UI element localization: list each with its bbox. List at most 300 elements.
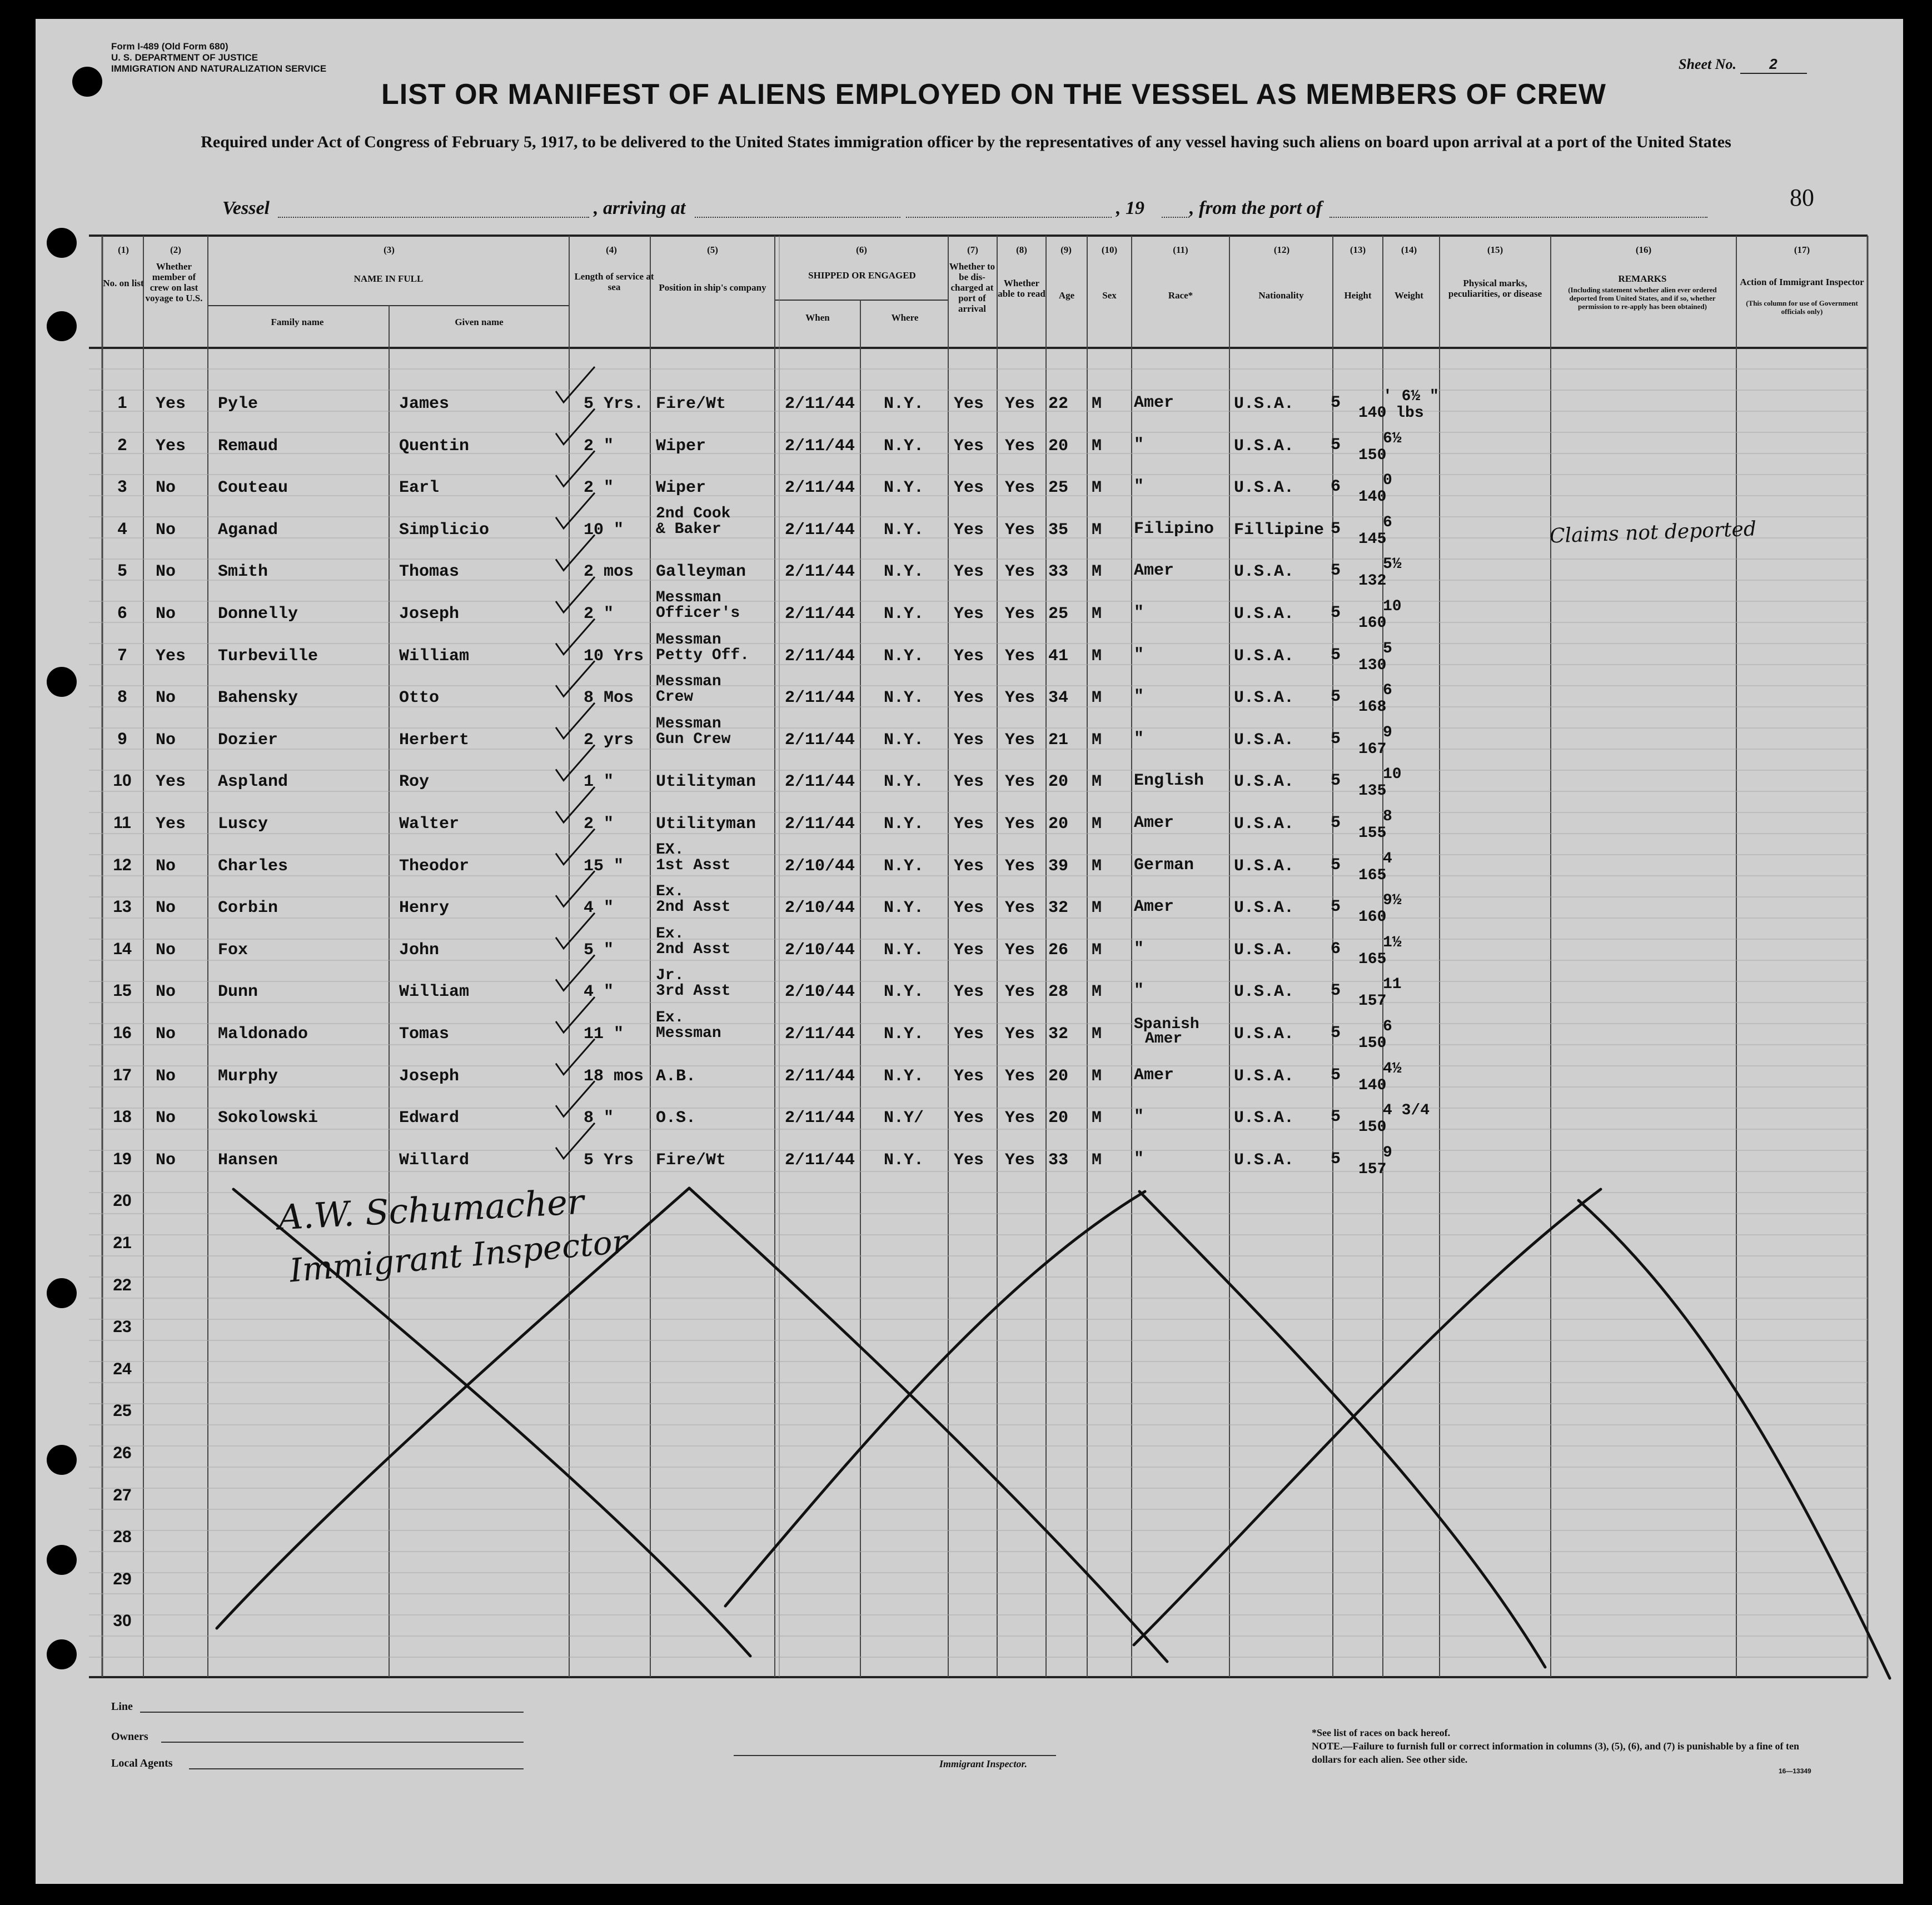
family-name-cell: Charles	[218, 856, 288, 876]
row-number: 18	[113, 1108, 132, 1126]
race-cell: "	[1134, 981, 1144, 1001]
shipped-when-cell: 2/11/44	[785, 395, 855, 413]
sex-cell: M	[1092, 772, 1102, 792]
able-to-read-cell: Yes	[1005, 1025, 1035, 1044]
shipped-where-cell: N.Y.	[884, 899, 924, 918]
shipped-when-cell: 2/11/44	[785, 689, 855, 708]
header-physical-marks: Physical marks, peculiarities, or disease	[1448, 278, 1542, 299]
sex-cell: M	[1092, 646, 1102, 666]
row-number: 3	[117, 477, 127, 496]
age-cell: 20	[1048, 436, 1069, 456]
age-cell: 20	[1048, 815, 1069, 834]
family-name-cell: Maldonado	[218, 1025, 308, 1044]
discharged-cell: Yes	[954, 520, 984, 540]
discharged-cell: Yes	[954, 562, 984, 582]
row-number: 28	[113, 1528, 132, 1547]
last-voyage-cell: No	[156, 983, 176, 1002]
shipped-where-cell: N.Y.	[884, 478, 924, 498]
last-voyage-cell: Yes	[156, 436, 186, 456]
row-number: 5	[117, 561, 127, 580]
row-number: 27	[113, 1485, 132, 1504]
able-to-read-cell: Yes	[1005, 1066, 1035, 1086]
able-to-read-cell: Yes	[1005, 605, 1035, 624]
header-name-in-full: NAME IN FULL	[353, 273, 424, 284]
given-name-cell: William	[399, 646, 470, 666]
weight-bottom-cell: 130	[1358, 656, 1387, 674]
height-cell: 5	[1331, 897, 1341, 917]
family-name-cell: Murphy	[218, 1066, 278, 1086]
sex-cell: M	[1092, 856, 1102, 876]
position-cell: Fire/Wt	[656, 395, 726, 413]
weight-bottom-cell: 160	[1358, 909, 1387, 926]
given-name-cell: Roy	[399, 772, 430, 792]
shipped-where-cell: N.Y.	[884, 856, 924, 876]
column-number: (6)	[856, 245, 867, 255]
age-cell: 34	[1048, 689, 1069, 708]
race-cell: Amer	[1134, 897, 1174, 917]
family-name-cell: Dozier	[218, 730, 278, 750]
position-cell: Ex.	[656, 1009, 684, 1026]
row-number: 17	[113, 1065, 132, 1084]
position-cell: Messman	[656, 673, 721, 691]
race-cell: Amer	[1134, 561, 1174, 581]
given-name-cell: Otto	[399, 689, 440, 708]
header-weight: Weight	[1395, 290, 1423, 301]
row-number: 21	[113, 1234, 132, 1252]
height-cell: 5	[1331, 393, 1341, 412]
weight-bottom-cell: 140	[1358, 1076, 1387, 1094]
given-name-cell: Walter	[399, 815, 460, 834]
row-number: 24	[113, 1359, 132, 1378]
height-cell: 5	[1331, 687, 1341, 707]
family-name-cell: Turbeville	[218, 646, 318, 666]
sex-cell: M	[1092, 940, 1102, 960]
service-length-cell: 5 "	[584, 940, 614, 960]
arriving-label: , arriving at	[594, 198, 686, 218]
inspector-signature-field[interactable]	[734, 1755, 1056, 1756]
shipped-where-cell: N.Y.	[884, 395, 924, 413]
given-name-cell: Joseph	[399, 1066, 460, 1086]
position-cell: Messman	[656, 715, 721, 732]
header-position: Position in ship's company	[659, 282, 766, 293]
shipped-when-cell: 2/11/44	[785, 1066, 855, 1086]
able-to-read-cell: Yes	[1005, 983, 1035, 1002]
cancel-stroke	[725, 1191, 1145, 1606]
header-height: Height	[1344, 290, 1372, 301]
sex-cell: M	[1092, 395, 1102, 413]
last-voyage-cell: No	[156, 520, 176, 540]
weight-bottom-cell: 155	[1358, 825, 1387, 842]
row-number: 23	[113, 1318, 132, 1337]
header-where: Where	[891, 312, 919, 323]
header-discharged: Whether to be dis-charged at port of arrival	[949, 261, 995, 314]
age-cell: 21	[1048, 730, 1069, 750]
race-cell: "	[1134, 1108, 1144, 1127]
column-number: (5)	[707, 245, 718, 255]
service-length-cell: 4 "	[584, 899, 614, 918]
able-to-read-cell: Yes	[1005, 1109, 1035, 1128]
shipped-when-cell: 2/11/44	[785, 815, 855, 834]
year-label: , 19	[1116, 198, 1144, 218]
family-name-cell: Aspland	[218, 772, 288, 792]
shipped-when-cell: 2/11/44	[785, 436, 855, 456]
nationality-cell: U.S.A.	[1234, 1109, 1294, 1128]
given-name-cell: Herbert	[399, 730, 470, 750]
weight-bottom-cell: 167	[1358, 740, 1387, 758]
height-cell: 5	[1331, 729, 1341, 749]
header-nationality: Nationality	[1258, 290, 1304, 301]
header-family-name: Family name	[271, 317, 324, 327]
nationality-cell: U.S.A.	[1234, 395, 1294, 413]
discharged-cell: Yes	[954, 1109, 984, 1128]
family-name-cell: Fox	[218, 940, 248, 960]
page-number: 80	[1790, 184, 1814, 211]
height-cell: 5	[1331, 814, 1341, 832]
position-cell: Officer's	[656, 605, 740, 622]
shipped-when-cell: 2/11/44	[785, 772, 855, 792]
from-port-label: , from the port of	[1189, 198, 1322, 218]
shipped-when-cell: 2/10/44	[785, 899, 855, 918]
column-number: (11)	[1173, 245, 1188, 255]
position-cell: Wiper	[656, 436, 706, 456]
shipped-when-cell: 2/11/44	[785, 520, 855, 540]
last-voyage-cell: No	[156, 689, 176, 708]
shipped-where-cell: N.Y.	[884, 983, 924, 1002]
height-cell: 5	[1331, 771, 1341, 791]
age-cell: 20	[1048, 772, 1069, 792]
position-cell: Crew	[656, 689, 694, 706]
age-cell: 26	[1048, 940, 1069, 960]
family-name-cell: Smith	[218, 562, 268, 582]
shipped-when-cell: 2/11/44	[785, 478, 855, 498]
footer-line-label: Line	[111, 1700, 133, 1713]
height-cell: 5	[1331, 519, 1341, 538]
column-number: (13)	[1350, 245, 1366, 255]
last-voyage-cell: No	[156, 605, 176, 624]
sex-cell: M	[1092, 1150, 1102, 1170]
footer-local-agents-label: Local Agents	[111, 1757, 173, 1769]
height-cell: 5	[1331, 855, 1341, 875]
nationality-cell: Fillipine	[1234, 520, 1324, 540]
owners-field[interactable]	[161, 1742, 524, 1743]
race-cell: "	[1134, 477, 1144, 497]
height-cell: 5	[1331, 435, 1341, 455]
race-cell: "	[1134, 729, 1144, 749]
shipped-where-cell: N.Y.	[884, 730, 924, 750]
weight-bottom-cell: 157	[1358, 993, 1387, 1010]
weight-top-cell: 6	[1383, 682, 1392, 700]
weight-bottom-cell: 150	[1358, 446, 1387, 464]
position-cell: Messman	[656, 1025, 721, 1042]
row-number: 12	[113, 855, 132, 874]
form-number: Form I-489 (Old Form 680)	[111, 41, 228, 52]
nationality-cell: U.S.A.	[1234, 772, 1294, 792]
column-number: (9)	[1060, 245, 1072, 255]
shipped-where-cell: N.Y.	[884, 1150, 924, 1170]
family-name-cell: Bahensky	[218, 689, 298, 708]
given-name-cell: Tomas	[399, 1025, 450, 1044]
given-name-cell: Quentin	[399, 436, 470, 456]
discharged-cell: Yes	[954, 983, 984, 1002]
nationality-cell: U.S.A.	[1234, 562, 1294, 582]
header-remarks-note: (Including statement whether alien ever ordered deported from United States, and if so, whether permission to re-apply has been obtained)	[1568, 286, 1717, 311]
nationality-cell: U.S.A.	[1234, 1150, 1294, 1170]
header-last-voyage: Whether member of crew on last voyage to U.S.	[145, 261, 203, 303]
cancel-stroke	[689, 1188, 1167, 1662]
header-able-to-read: Whether able to read	[998, 278, 1045, 299]
nationality-cell: U.S.A.	[1234, 1066, 1294, 1086]
position-cell: 2nd Asst	[656, 940, 731, 958]
nationality-cell: U.S.A.	[1234, 730, 1294, 750]
age-cell: 25	[1048, 478, 1069, 498]
service-length-cell: 2 "	[584, 815, 614, 834]
sex-cell: M	[1092, 815, 1102, 834]
height-cell: 6	[1331, 939, 1341, 959]
family-name-cell: Corbin	[218, 899, 278, 918]
row-number: 10	[113, 771, 132, 790]
sex-cell: M	[1092, 1066, 1102, 1086]
column-number: (15)	[1487, 245, 1503, 255]
service-length-cell: 2 mos	[584, 562, 634, 582]
discharged-cell: Yes	[954, 730, 984, 750]
weight-bottom-cell: 165	[1358, 950, 1387, 968]
weight-top-cell: 10	[1383, 766, 1402, 784]
sex-cell: M	[1092, 520, 1102, 540]
service-length-cell: 5 Yrs	[584, 1150, 634, 1170]
weight-bottom-cell: 132	[1358, 572, 1387, 590]
footer-race-note: *See list of races on back hereof.	[1312, 1727, 1451, 1738]
family-name-cell: Donnelly	[218, 605, 298, 624]
shipped-where-cell: N.Y.	[884, 436, 924, 456]
family-name-cell: Couteau	[218, 478, 288, 498]
weight-top-cell: 0	[1383, 472, 1392, 490]
sex-cell: M	[1092, 436, 1102, 456]
nationality-cell: U.S.A.	[1234, 899, 1294, 918]
row-number: 29	[113, 1569, 132, 1588]
last-voyage-cell: No	[156, 1066, 176, 1086]
weight-bottom-cell: 160	[1358, 615, 1387, 632]
age-cell: 35	[1048, 520, 1069, 540]
able-to-read-cell: Yes	[1005, 436, 1035, 456]
header-length-service: Length of service at sea	[574, 271, 654, 292]
weight-bottom-cell: 157	[1358, 1160, 1387, 1178]
shipped-where-cell: N.Y.	[884, 1066, 924, 1086]
nationality-cell: U.S.A.	[1234, 436, 1294, 456]
line-field[interactable]	[140, 1712, 524, 1713]
race-cell: "	[1134, 1149, 1144, 1169]
discharged-cell: Yes	[954, 478, 984, 498]
height-cell: 5	[1331, 604, 1341, 622]
nationality-cell: U.S.A.	[1234, 815, 1294, 834]
age-cell: 41	[1048, 646, 1069, 666]
column-number: (10)	[1101, 245, 1118, 255]
weight-bottom-cell: 135	[1358, 782, 1387, 800]
header-no-on-list: No. on list	[103, 278, 144, 288]
age-cell: 22	[1048, 395, 1069, 413]
row-number: 15	[113, 981, 132, 1000]
given-name-cell: James	[399, 395, 450, 413]
shipped-when-cell: 2/10/44	[785, 940, 855, 960]
local-agents-field[interactable]	[189, 1768, 524, 1769]
shipped-when-cell: 2/11/44	[785, 1025, 855, 1044]
row-number: 19	[113, 1149, 132, 1168]
given-name-cell: Thomas	[399, 562, 460, 582]
position-cell: Ex.	[656, 925, 684, 942]
race-cell: German	[1134, 855, 1194, 875]
header-age: Age	[1058, 290, 1075, 301]
header-when: When	[805, 312, 830, 323]
nationality-cell: U.S.A.	[1234, 856, 1294, 876]
height-cell: 5	[1331, 645, 1341, 665]
able-to-read-cell: Yes	[1005, 772, 1035, 792]
weight-bottom-cell: 150	[1358, 1035, 1387, 1052]
weight-top-cell: 10	[1383, 598, 1402, 615]
row-number: 13	[113, 897, 132, 916]
height-cell: 5	[1331, 1108, 1341, 1127]
age-cell: 28	[1048, 983, 1069, 1002]
family-name-cell: Dunn	[218, 983, 258, 1002]
sex-cell: M	[1092, 1025, 1102, 1044]
discharged-cell: Yes	[954, 772, 984, 792]
last-voyage-cell: No	[156, 856, 176, 876]
given-name-cell: Simplicio	[399, 520, 490, 540]
discharged-cell: Yes	[954, 1066, 984, 1086]
weight-top-cell: 9	[1383, 724, 1392, 741]
race-cell: Amer	[1134, 814, 1174, 832]
nationality-cell: U.S.A.	[1234, 689, 1294, 708]
last-voyage-cell: No	[156, 1109, 176, 1128]
discharged-cell: Yes	[954, 940, 984, 960]
weight-top-cell: 11	[1383, 976, 1402, 994]
able-to-read-cell: Yes	[1005, 856, 1035, 876]
row-number: 25	[113, 1402, 132, 1420]
remark-handwritten: Claims not deported	[1549, 517, 1757, 548]
family-name-cell: Hansen	[218, 1150, 278, 1170]
given-name-cell: John	[399, 940, 440, 960]
last-voyage-cell: Yes	[156, 395, 186, 413]
service-length-cell: 2 "	[584, 478, 614, 498]
age-cell: 32	[1048, 1025, 1069, 1044]
sex-cell: M	[1092, 899, 1102, 918]
header-sex: Sex	[1102, 290, 1117, 301]
department-name: U. S. DEPARTMENT OF JUSTICE	[111, 52, 258, 63]
race-cell: "	[1134, 687, 1144, 707]
weight-bottom-cell: 140	[1358, 488, 1387, 506]
given-name-cell: Edward	[399, 1109, 460, 1128]
inspector-signature-title: Immigrant Inspector	[288, 1222, 629, 1290]
able-to-read-cell: Yes	[1005, 940, 1035, 960]
row-number: 16	[113, 1024, 132, 1042]
last-voyage-cell: No	[156, 940, 176, 960]
footer-owners-label: Owners	[111, 1731, 148, 1743]
height-cell: 6	[1331, 477, 1341, 497]
sex-cell: M	[1092, 730, 1102, 750]
discharged-cell: Yes	[954, 856, 984, 876]
service-length-cell: 4 "	[584, 983, 614, 1002]
age-cell: 25	[1048, 605, 1069, 624]
row-number: 2	[117, 435, 127, 454]
discharged-cell: Yes	[954, 605, 984, 624]
row-number: 30	[113, 1612, 132, 1630]
header-given-name: Given name	[455, 317, 504, 327]
column-number: (14)	[1401, 245, 1417, 255]
able-to-read-cell: Yes	[1005, 899, 1035, 918]
race-cell: Amer	[1134, 1065, 1174, 1085]
footer-inspector-label: Immigrant Inspector.	[939, 1758, 1028, 1769]
row-number: 26	[113, 1444, 132, 1462]
given-name-cell: Willard	[399, 1150, 470, 1170]
able-to-read-cell: Yes	[1005, 1150, 1035, 1170]
race-cell: Amer	[1145, 1030, 1183, 1048]
service-length-cell: 18 mos	[584, 1066, 644, 1086]
page-subtitle: Required under Act of Congress of February 5, 1917, to be delivered to the United States immigration officer by the representatives of any vessel having such aliens on board upon arrival at a port of the United States	[201, 133, 1731, 151]
weight-bottom-cell: 140 lbs	[1358, 405, 1424, 422]
able-to-read-cell: Yes	[1005, 689, 1035, 708]
shipped-where-cell: N.Y.	[884, 689, 924, 708]
position-cell: Galleyman	[656, 562, 746, 582]
position-cell: Gun Crew	[656, 730, 731, 748]
family-name-cell: Sokolowski	[218, 1109, 318, 1128]
weight-top-cell: 6½	[1383, 430, 1402, 447]
weight-bottom-cell: 165	[1358, 866, 1387, 884]
race-cell: "	[1134, 435, 1144, 455]
able-to-read-cell: Yes	[1005, 395, 1035, 413]
position-cell: Wiper	[656, 478, 706, 498]
family-name-cell: Luscy	[218, 815, 268, 834]
position-cell: Jr.	[656, 967, 684, 985]
given-name-cell: Earl	[399, 478, 440, 498]
shipped-where-cell: N.Y/	[884, 1109, 924, 1128]
cancel-stroke	[233, 1189, 750, 1656]
position-cell: O.S.	[656, 1109, 696, 1128]
shipped-where-cell: N.Y.	[884, 815, 924, 834]
position-cell: Utilityman	[656, 772, 756, 792]
column-number: (8)	[1016, 245, 1027, 255]
able-to-read-cell: Yes	[1005, 730, 1035, 750]
weight-top-cell: ' 6½ "	[1383, 388, 1439, 405]
shipped-when-cell: 2/11/44	[785, 1109, 855, 1128]
service-length-cell: 8 Mos	[584, 689, 634, 708]
sex-cell: M	[1092, 562, 1102, 582]
row-number: 14	[113, 939, 132, 958]
weight-top-cell: 4 3/4	[1383, 1102, 1430, 1120]
page-title: LIST OR MANIFEST OF ALIENS EMPLOYED ON THE VESSEL AS MEMBERS OF CREW	[381, 78, 1606, 111]
shipped-when-cell: 2/10/44	[785, 856, 855, 876]
position-cell: 2nd Cook	[656, 505, 731, 522]
weight-top-cell: 1½	[1383, 934, 1402, 951]
discharged-cell: Yes	[954, 1025, 984, 1044]
shipped-where-cell: N.Y.	[884, 772, 924, 792]
row-number: 20	[113, 1191, 132, 1210]
given-name-cell: Henry	[399, 899, 450, 918]
nationality-cell: U.S.A.	[1234, 478, 1294, 498]
shipped-when-cell: 2/11/44	[785, 562, 855, 582]
column-number: (3)	[384, 245, 395, 255]
sex-cell: M	[1092, 689, 1102, 708]
nationality-cell: U.S.A.	[1234, 605, 1294, 624]
service-length-cell: 10 Yrs	[584, 646, 644, 666]
header-remarks: REMARKS	[1618, 273, 1667, 284]
service-length-cell: 11 "	[584, 1025, 624, 1044]
weight-top-cell: 8	[1383, 808, 1392, 825]
able-to-read-cell: Yes	[1005, 815, 1035, 834]
weight-top-cell: 9	[1383, 1144, 1392, 1161]
position-cell: EX.	[656, 841, 684, 859]
position-cell: Petty Off.	[656, 646, 750, 664]
shipped-when-cell: 2/10/44	[785, 983, 855, 1002]
shipped-when-cell: 2/11/44	[785, 605, 855, 624]
age-cell: 33	[1048, 562, 1069, 582]
